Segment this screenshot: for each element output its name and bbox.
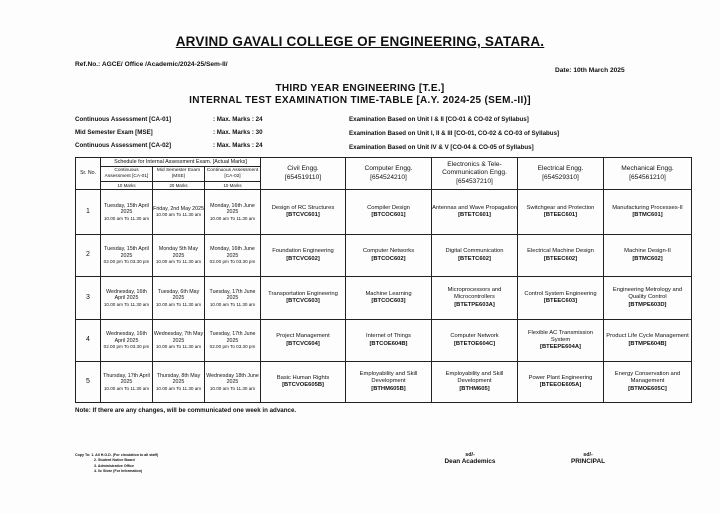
exam-info-basis: Examination Based on Unit I & II [CO-01 & CO-02 of Syllabus] <box>349 116 529 123</box>
branch-header-computer: Computer Engg. [654524210] <box>346 158 432 190</box>
table-row <box>76 362 692 403</box>
exam-info-marks: : Max. Marks : 24 <box>213 142 263 149</box>
subject-cell: Machine Design-II [BTMC602] <box>604 235 692 277</box>
document-title-line1: THIRD YEAR ENGINEERING [T.E.] <box>275 83 445 94</box>
table-row <box>76 320 692 362</box>
subject-cell: Basic Human Rights [BTCVOE605B] <box>261 362 346 403</box>
subject-cell: Transportation Engineering [BTCVC603] <box>261 277 346 320</box>
copy-to-item: 3. Administrative Office <box>94 463 135 468</box>
exam-column-ca01: Continuous Assessment [CA-01] <box>101 167 153 182</box>
schedule-cell: Thursday, 8th May 2025 10.00 am To 11.30 am <box>153 362 205 403</box>
subject-cell: Employability and Skill Development [BTHM605] <box>432 362 518 403</box>
exam-info-marks: : Max. Marks : 24 <box>213 116 263 123</box>
schedule-cell: Tuesday, 15th April 2025 10.00 am To 11.30 am <box>101 190 153 235</box>
subject-cell: Energy Conservation and Management [BTMOE605C] <box>604 362 692 403</box>
schedule-cell: Tuesday, 6th May 2025 10.00 am To 11.30 am <box>153 277 205 320</box>
schedule-cell: Monday, 16th June 2025 10.00 am To 11.30 am <box>205 190 261 235</box>
exam-column-marks: 10 Marks <box>205 182 261 190</box>
subject-cell: Internet of Things [BTCOE604B] <box>346 320 432 362</box>
sr-no-cell: 3 <box>76 277 101 320</box>
subject-cell: Electrical Machine Design [BTEEC602] <box>518 235 604 277</box>
document-title-line2: INTERNAL TEST EXAMINATION TIME-TABLE [A.Y. 2024-25 (SEM.-II)] <box>189 95 531 106</box>
schedule-header: Schedule for Internal Assessment Exam. [Actual Marks] <box>101 158 261 167</box>
subject-cell: Project Management [BTCVC604] <box>261 320 346 362</box>
subject-cell: Digital Communication [BTETC602] <box>432 235 518 277</box>
copy-to-item: 4. I/c Store (For Information) <box>94 469 143 474</box>
subject-cell: Flexible AC Transmission System [BTEEPE604A] <box>518 320 604 362</box>
sr-no-cell: 5 <box>76 362 101 403</box>
schedule-cell: Wednesday, 7th May 2025 10.00 am To 11.30 am <box>153 320 205 362</box>
subject-cell: Control System Engineering [BTEEC603] <box>518 277 604 320</box>
subject-cell: Machine Learning [BTCOC603] <box>346 277 432 320</box>
subject-cell: Foundation Engineering [BTCVC602] <box>261 235 346 277</box>
exam-column-ca02: Continuous Assessment [CA-02] <box>205 167 261 182</box>
subject-cell: Computer Networks [BTCOC602] <box>346 235 432 277</box>
exam-column-marks: 10 Marks <box>101 182 153 190</box>
schedule-cell: Wednesday 18th June 2025 10.00 am To 11.30 am <box>205 362 261 403</box>
branch-header-entc: Electronics & Tele-Communication Engg. [654537210] <box>432 158 518 190</box>
exam-info-name: Continuous Assessment [CA-01] <box>75 116 172 123</box>
subject-cell: Computer Network [BTETOE604C] <box>432 320 518 362</box>
sr-no-cell: 2 <box>76 235 101 277</box>
schedule-cell: Monday 5th May 2025 10.00 am To 11.30 am <box>153 235 205 277</box>
exam-info-basis: Examination Based on Unit IV & V [CO-04 & CO-05 of Syllabus] <box>349 144 534 151</box>
table-row <box>76 235 692 277</box>
subject-cell: Microprocessors and Microcontrollers [BTETPE603A] <box>432 277 518 320</box>
subject-cell: Manufacturing Processes-II [BTMC601] <box>604 190 692 235</box>
subject-cell: Switchgear and Protection [BTEEC601] <box>518 190 604 235</box>
exam-info-name: Continuous Assessment [CA-02] <box>75 142 172 149</box>
branch-header-mechanical: Mechanical Engg. [654561210] <box>604 158 692 190</box>
reference-number: Ref.No.: AGCE/ Office /Academic/2024-25/Sem-II/ <box>75 61 228 68</box>
exam-info-basis: Examination Based on Unit I, II & III [CO-01, CO-02 & CO-03 of Syllabus] <box>349 130 560 137</box>
subject-cell: Design of RC Structures [BTCVC601] <box>261 190 346 235</box>
branch-header-electrical: Electrical Engg. [654529310] <box>518 158 604 190</box>
subject-cell: Power Plant Engineering [BTEEOE605A] <box>518 362 604 403</box>
schedule-cell: Monday, 16th June 2025 02.00 pm To 03.30 pm <box>205 235 261 277</box>
table-row <box>76 190 692 235</box>
college-name: ARVIND GAVALI COLLEGE OF ENGINEERING, SATARA. <box>175 34 545 49</box>
schedule-cell: Tuesday, 15th April 2025 02.00 pm To 03.30 pm <box>101 235 153 277</box>
subject-cell: Product Life Cycle Management [BTMPE604B] <box>604 320 692 362</box>
exam-info-name: Mid Semester Exam [MSE] <box>75 129 153 136</box>
principal-signature: sd/- PRINCIPAL <box>571 452 605 465</box>
change-note: Note: If there are any changes, will be communicated one week in advance. <box>75 407 297 414</box>
timetable-table <box>75 157 692 403</box>
table-row <box>76 277 692 320</box>
schedule-cell: Tuesday, 17th June 2025 02.00 pm To 03.30 pm <box>205 320 261 362</box>
document-date: Date: 10th March 2025 <box>555 67 625 74</box>
schedule-cell: Thursday, 17th April 2025 10.00 am To 11.30 am <box>101 362 153 403</box>
schedule-cell: Friday, 2nd May 2025 10.00 am To 11.30 am <box>153 190 205 235</box>
dean-signature: sd/- Dean Academics <box>444 452 496 465</box>
subject-cell: Engineering Metrology and Quality Control [BTMPE603D] <box>604 277 692 320</box>
schedule-cell: Wednesday, 16th April 2025 10.00 am To 11.30 am <box>101 277 153 320</box>
branch-header-civil: Civil Engg. [654519110] <box>261 158 346 190</box>
subject-cell: Antennas and Wave Propagation [BTETC601] <box>432 190 518 235</box>
sr-no-header: Sr. No. <box>76 158 101 190</box>
copy-to-list <box>75 453 158 475</box>
exam-column-marks: 20 Marks <box>153 182 205 190</box>
sr-no-cell: 1 <box>76 190 101 235</box>
copy-to-item: 2. Student Notice Board <box>94 458 135 463</box>
subject-cell: Compiler Design [BTCOC601] <box>346 190 432 235</box>
schedule-cell: Wednesday, 16th April 2025 02.00 pm To 03.30 pm <box>101 320 153 362</box>
exam-column-mse: Mid Semester Exam (MSE) <box>153 167 205 182</box>
subject-cell: Employability and Skill Development [BTHM605B] <box>346 362 432 403</box>
exam-info-marks: : Max. Marks : 30 <box>213 129 263 136</box>
sr-no-cell: 4 <box>76 320 101 362</box>
schedule-cell: Tuesday, 17th June 2025 10.00 am To 11.30 am <box>205 277 261 320</box>
copy-to-item: Copy To: 1. All H.O.D. (For circulation to all staff) <box>75 453 159 457</box>
